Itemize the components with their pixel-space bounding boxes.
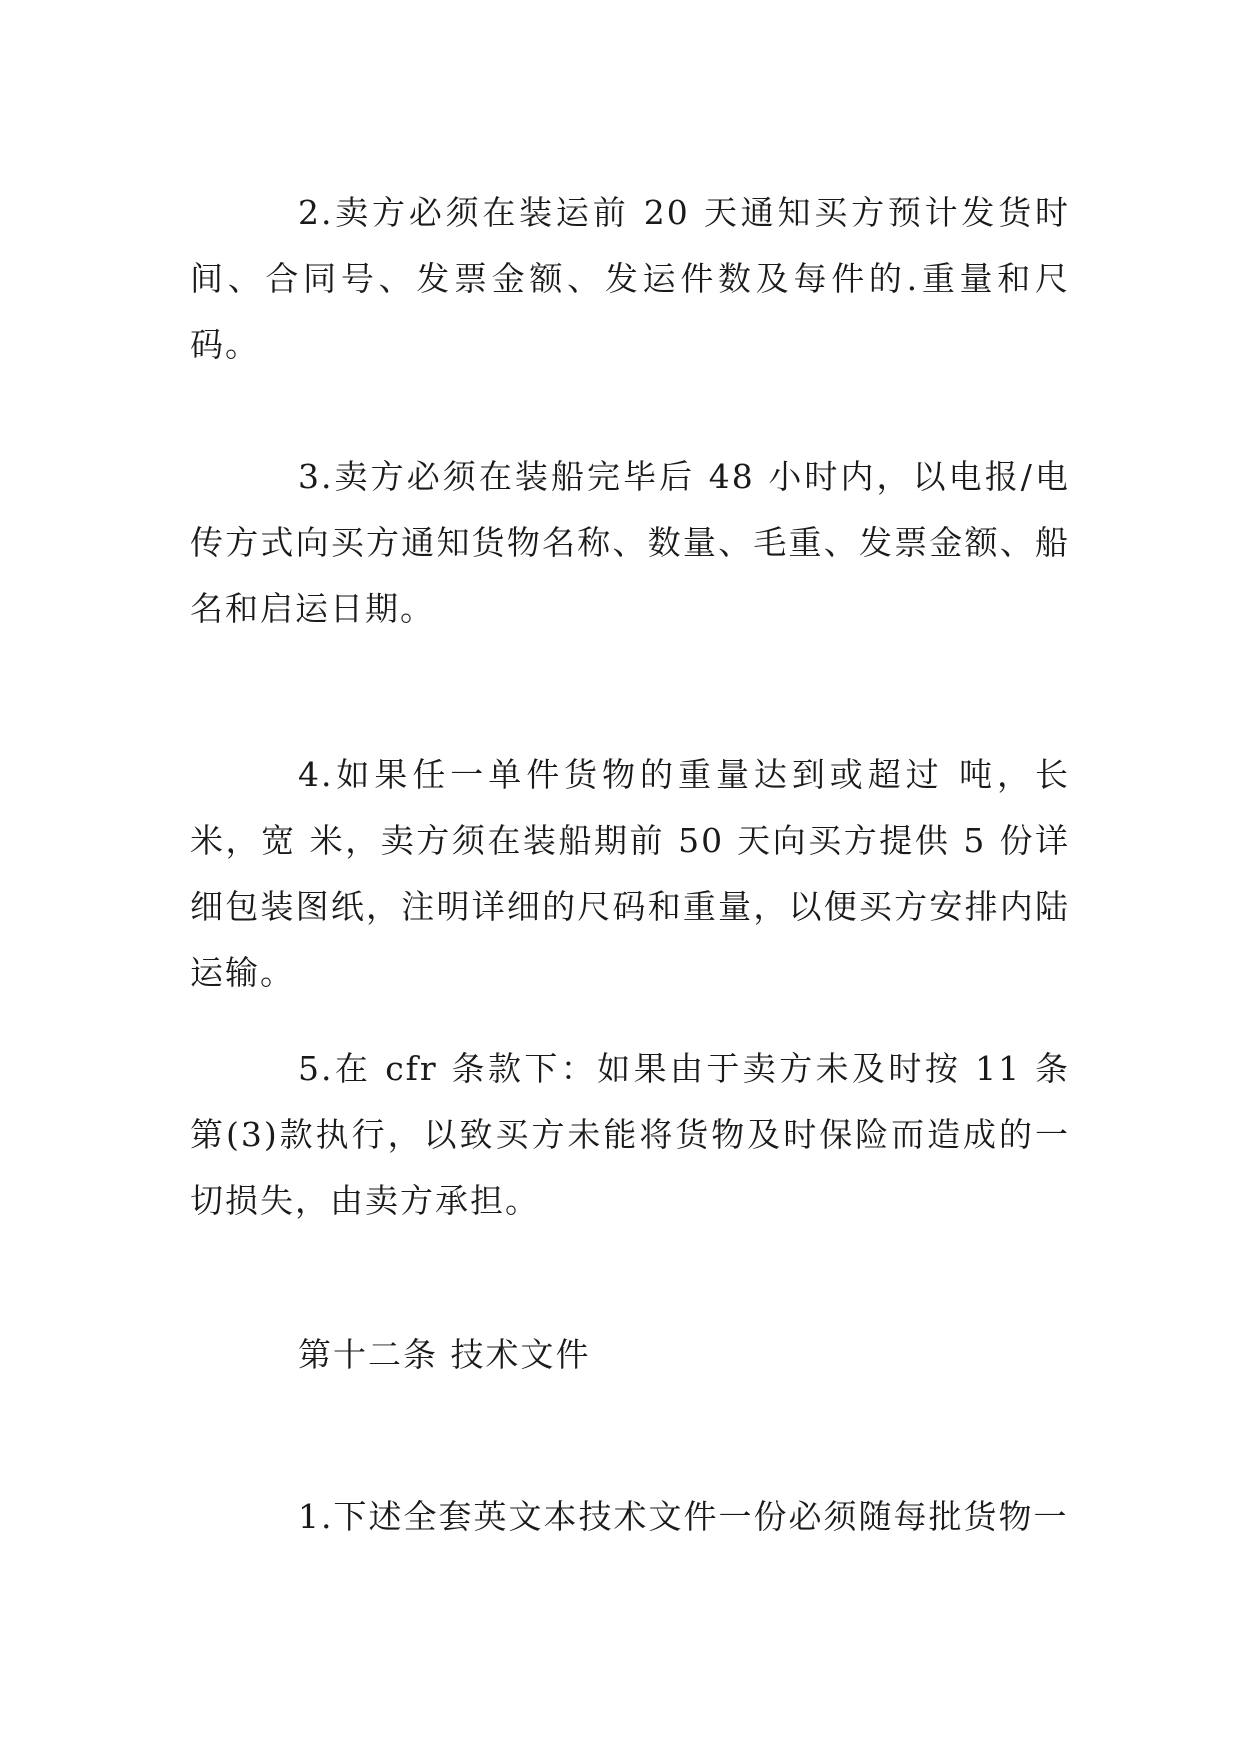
clause-paragraph-4: 4.如果任一单件货物的重量达到或超过 吨，长 米，宽 米，卖方须在装船期前 50 天向买方提供 5 份详细包装图纸，注明详细的尺码和重量，以便买方安排内陆运输。 — [190, 755, 1070, 992]
clause-paragraph-2: 2.卖方必须在装运前 20 天通知买方预计发货时间、合同号、发票金额、发运件数及每件的.重量和尺码。 — [190, 193, 1070, 364]
clause-paragraph-5: 5.在 cfr 条款下：如果由于卖方未及时按 11 条第(3)款执行，以致买方未能将货物及时保险而造成的一切损失，由卖方承担。 — [190, 1049, 1070, 1220]
article-heading: 第十二条 技术文件 — [298, 1335, 591, 1374]
clause-paragraph-tech-1: 1.下述全套英文本技术文件一份必须随每批货物一 — [298, 1497, 1069, 1536]
clause-paragraph-3: 3.卖方必须在装船完毕后 48 小时内，以电报/电传方式向买方通知货物名称、数量、毛重、发票金额、船名和启运日期。 — [190, 457, 1070, 628]
